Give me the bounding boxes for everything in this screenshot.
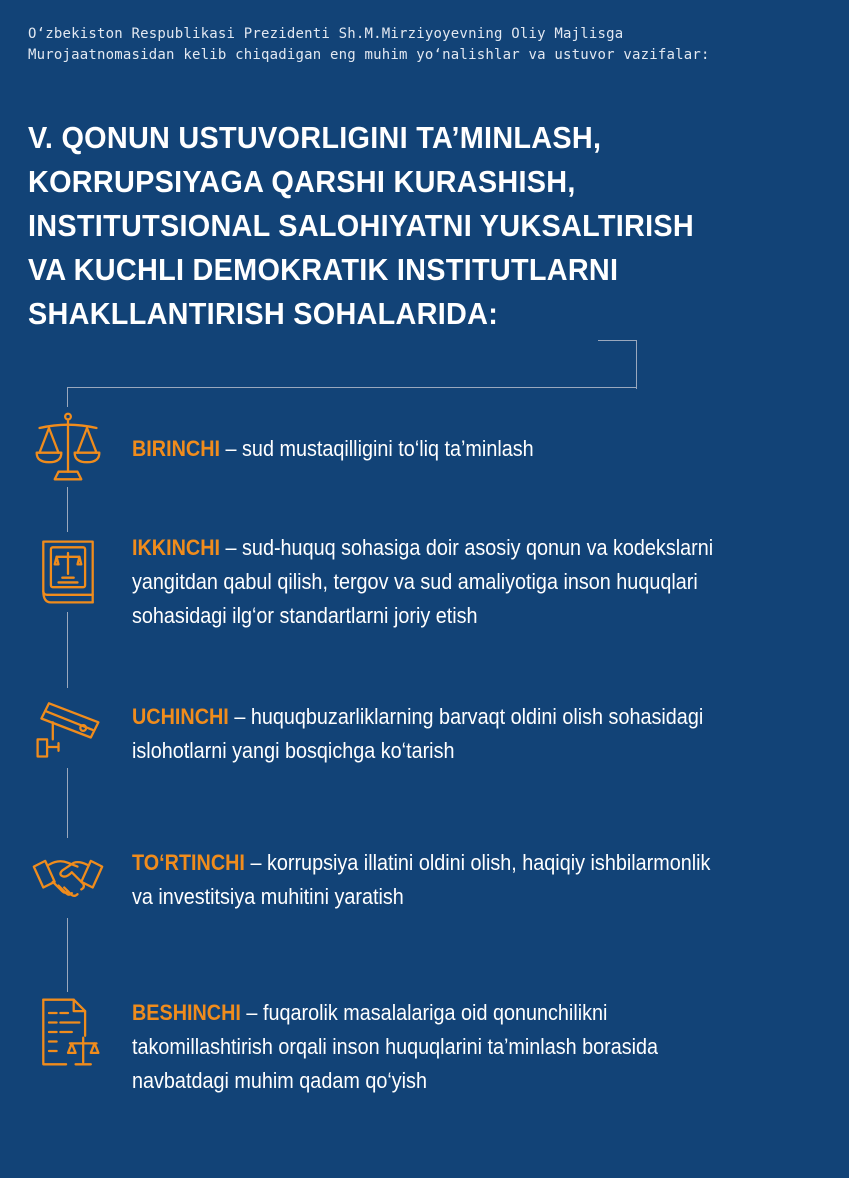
security-camera-icon — [28, 688, 108, 768]
title-line-4: VA KUCHLI DEMOKRATIK INSTITUTLARNI — [28, 252, 619, 287]
intro-line-1: O‘zbekiston Respublikasi Prezidenti Sh.M.Mirziyoyevning Oliy Majlisga — [28, 26, 624, 42]
list-item-5 — [132, 996, 822, 1098]
item-text: sohasidagi ilg‘or standartlarni joriy etish — [132, 603, 478, 628]
law-book-icon — [28, 532, 108, 612]
title-line-3: INSTITUTSIONAL SALOHIYATNI YUKSALTIRISH — [28, 208, 695, 243]
item-text: – korrupsiya illatini oldini olish, haqiqiy ishbilarmonlik — [250, 850, 711, 875]
item-ordinal: IKKINCHI — [132, 535, 221, 560]
item-text: takomillashtirish orqali inson huquqlarini ta’minlash borasida — [132, 1034, 659, 1059]
item-text: – sud mustaqilligini to‘liq ta’minlash — [225, 436, 534, 461]
intro-line-2: Murojaatnomasidan kelib chiqadigan eng muhim yo‘nalishlar va ustuvor vazifalar: — [28, 47, 710, 63]
item-ordinal: BIRINCHI — [132, 436, 221, 461]
item-text: yangitdan qabul qilish, tergov va sud amaliyotiga inson huquqlari — [132, 569, 698, 594]
item-text: – huquqbuzarliklarning barvaqt oldini olish sohasidagi — [234, 704, 704, 729]
title-line-2: KORRUPSIYAGA QARSHI KURASHISH, — [28, 164, 576, 199]
handshake-icon — [28, 838, 108, 918]
list-item-3 — [132, 700, 822, 768]
item-text: navbatdagi muhim qadam qo‘yish — [132, 1068, 427, 1093]
item-text: islohotlarni yangi bosqichga ko‘tarish — [132, 738, 455, 763]
list-item-1 — [132, 432, 822, 466]
title-line-1: V. QONUN USTUVORLIGINI TA’MINLASH, — [28, 120, 602, 155]
item-ordinal: BESHINCHI — [132, 1000, 241, 1025]
list-item-4 — [132, 846, 822, 914]
connector-bracket — [598, 340, 637, 389]
title-line-5: SHAKLLANTIRISH SOHALARIDA: — [28, 296, 499, 331]
item-ordinal: UCHINCHI — [132, 704, 229, 729]
item-text: va investitsiya muhitini yaratish — [132, 884, 404, 909]
legal-document-icon — [28, 992, 108, 1072]
intro-text — [28, 24, 828, 66]
section-title — [28, 116, 828, 336]
item-text: – fuqarolik masalalariga oid qonunchilikni — [246, 1000, 608, 1025]
list-item-2 — [132, 531, 822, 633]
connector-horizontal — [67, 387, 636, 388]
item-ordinal: TO‘RTINCHI — [132, 850, 245, 875]
item-text: – sud-huquq sohasiga doir asosiy qonun va kodekslarni — [225, 535, 714, 560]
scales-icon — [28, 407, 108, 487]
